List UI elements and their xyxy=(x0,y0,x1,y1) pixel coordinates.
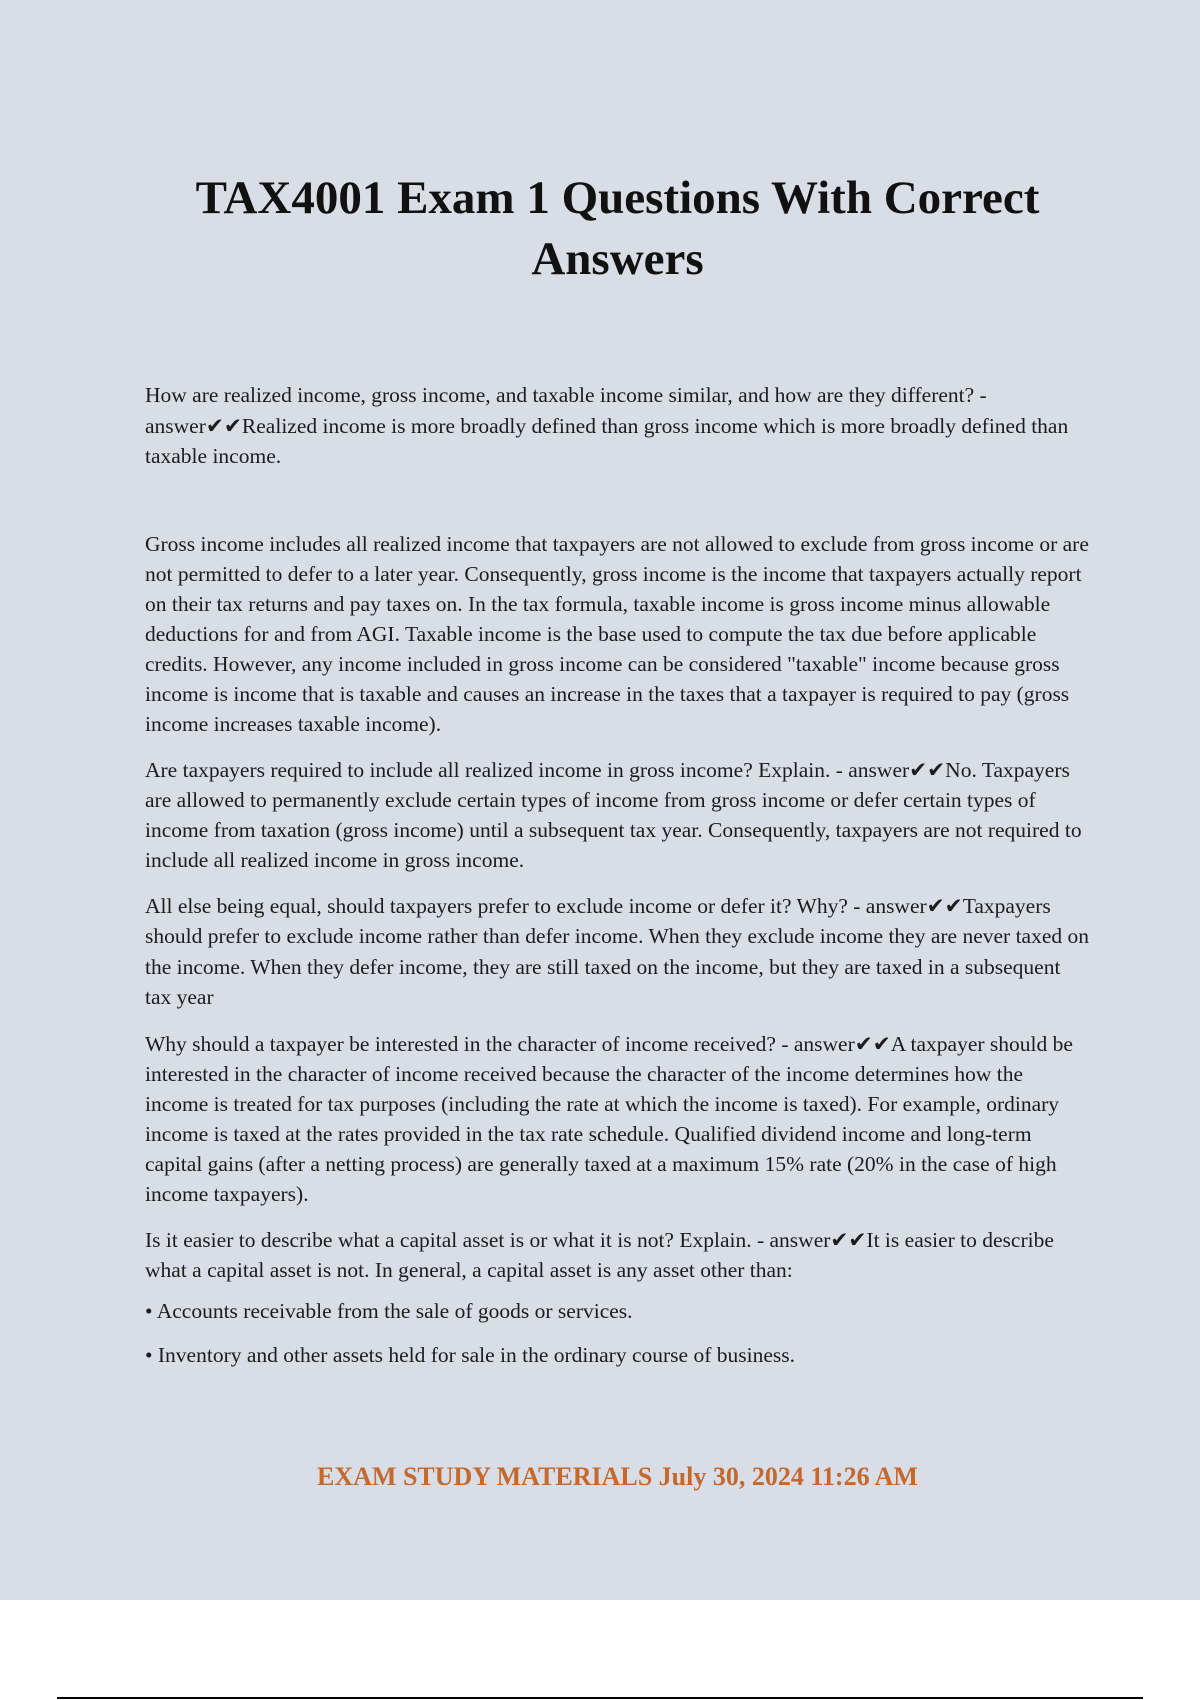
footer-divider xyxy=(57,1697,1143,1699)
bullet-item-accounts-receivable: • Accounts receivable from the sale of goods or services. xyxy=(145,1298,633,1323)
qa-paragraph-3: All else being equal, should taxpayers prefer to exclude income or defer it? Why? - answer✔✔Taxpayers should prefer to exclude income rather than defer income. When they exclude income they are never taxed on the income. When they defer income, they are still taxed on the income, but they are taxed in a subsequent tax year xyxy=(145,893,1090,1009)
document-title: TAX4001 Exam 1 Questions With Correct Answers xyxy=(195,172,1040,285)
qa-paragraph-2: Are taxpayers required to include all realized income in gross income? Explain. - answer✔✔No. Taxpayers are allowed to permanently exclude certain types of income from gross income or defer certain types of income from taxation (gross income) until a subsequent tax year. Consequently, taxpayers are not required to include all realized income in gross income. xyxy=(145,757,1082,872)
answer-continuation-paragraph: Gross income includes all realized income that taxpayers are not allowed to exclude from gross income or are not permitted to defer to a later year. Consequently, gross income is the income that taxpayers actually report on their tax returns and pay taxes on. In the tax formula, taxable income is gross income minus allowable deductions for and from AGI. Taxable income is the base used to compute the tax due before applicable credits. However, any income included in gross income can be considered "taxable" income because gross income is income that is taxable and causes an increase in the taxes that a taxpayer is required to pay (gross income increases taxable income). xyxy=(145,531,1089,736)
bullet-item-inventory: • Inventory and other assets held for sale in the ordinary course of business. xyxy=(145,1343,795,1367)
study-materials-stamp: EXAM STUDY MATERIALS July 30, 2024 11:26 AM xyxy=(317,1462,918,1491)
document-body xyxy=(145,380,1090,1371)
qa-paragraph-5: Is it easier to describe what a capital asset is or what it is not? Explain. - answer✔✔It is easier to describe what a capital asset is not. In general, a capital asset is any asset other than: xyxy=(145,1227,1054,1282)
qa-paragraph-4: Why should a taxpayer be interested in the character of income received? - answer✔✔A taxpayer should be interested in the character of income received because the character of the income determines how the income is treated for tax purposes (including the rate at which the income is taxed). For example, ordinary income is taxed at the rates provided in the tax rate schedule. Qualified dividend income and long-term capital gains (after a netting process) are generally taxed at a maximum 15% rate (20% in the case of high income taxpayers). xyxy=(145,1031,1073,1206)
qa-paragraph-1: How are realized income, gross income, and taxable income similar, and how are they different? - answer✔✔Realized income is more broadly defined than gross income which is more broadly defined than taxable income. xyxy=(145,383,1069,468)
